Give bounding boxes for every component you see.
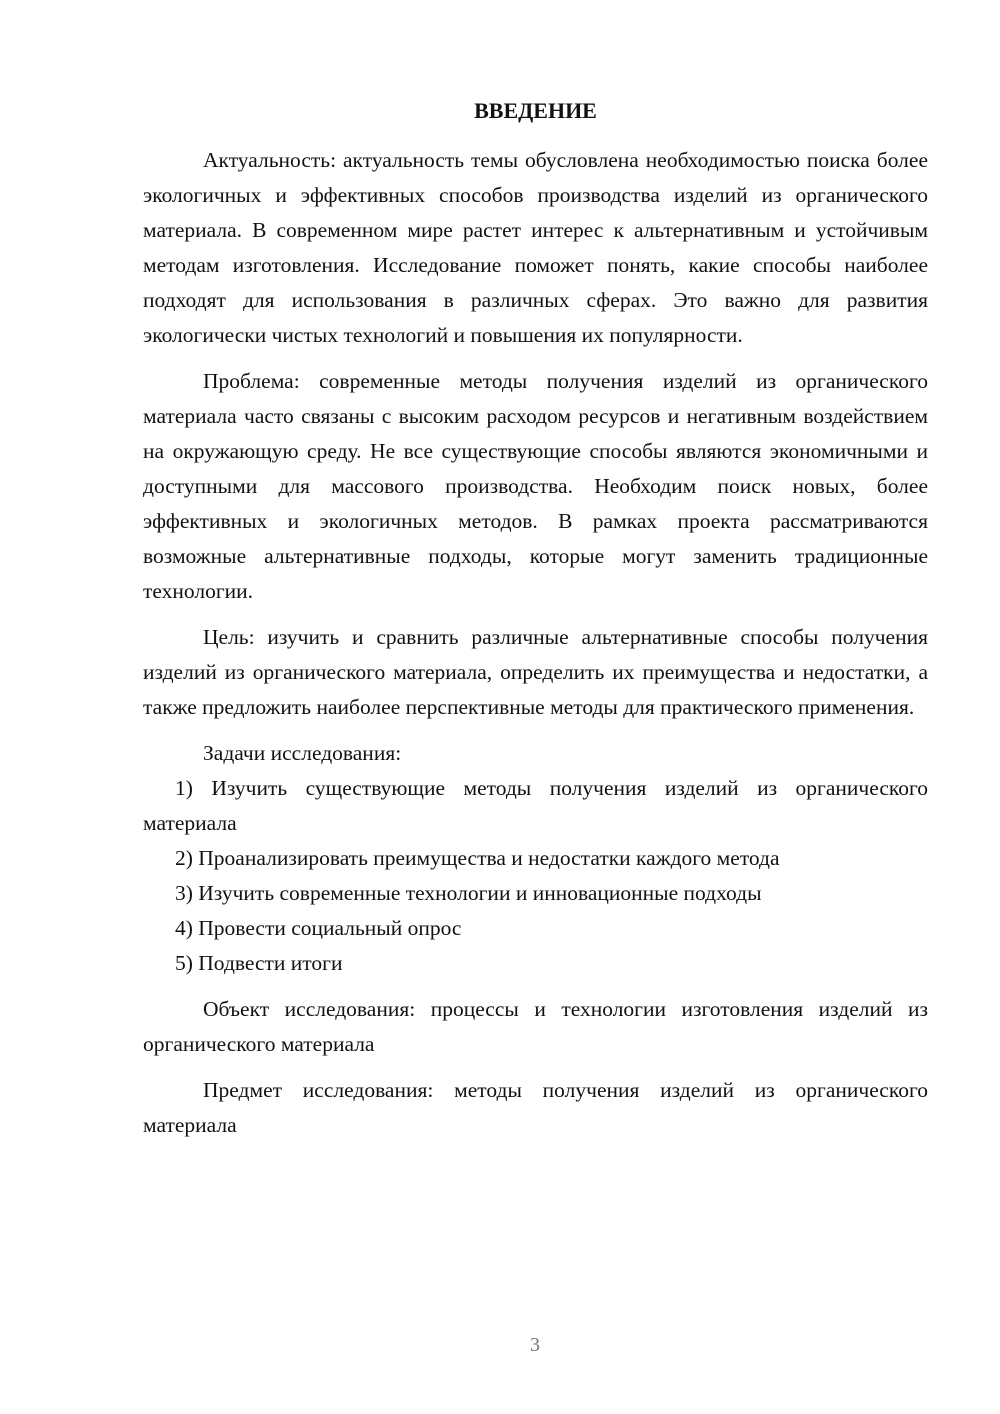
paragraph-subject: Предмет исследования: методы получения изделий из органического материала [143,1078,928,1137]
task-item-4: 4) Провести социальный опрос [175,916,462,940]
task-item-1: 1) Изучить существующие методы получения изделий из органического материала [143,776,928,835]
document-body [143,143,928,1143]
paragraph-goal: Цель: изучить и сравнить различные альтернативные способы получения изделий из органического материала, определить их преимущества и недостатки, а также предложить наиболее перспективные методы для практического применения. [143,625,928,719]
task-item-2: 2) Проанализировать преимущества и недостатки каждого метода [175,846,780,870]
page-number: 3 [530,1334,540,1356]
page-title: ВВЕДЕНИЕ [474,98,597,123]
paragraph-relevance: Актуальность: актуальность темы обусловлена необходимостью поиска более экологичных и эффективных способов производства изделий из органического материала. В современном мире растет интерес к альтернативным и устойчивым методам изготовления. Исследование поможет понять, какие способы наиболее подходят для использования в различных сферах. Это важно для развития экологически чистых технологий и повышения их популярности. [143,148,928,347]
tasks-heading: Задачи исследования: [203,741,402,765]
task-item-3: 3) Изучить современные технологии и инновационные подходы [175,881,762,905]
paragraph-problem: Проблема: современные методы получения изделий из органического материала часто связаны с высоким расходом ресурсов и негативным воздействием на окружающую среду. Не все существующие способы являются экономичными и доступными для массового производства. Необходим поиск новых, более эффективных и экологичных методов. В рамках проекта рассматриваются возможные альтернативные подходы, которые могут заменить традиционные технологии. [143,369,928,603]
task-item-5: 5) Подвести итоги [175,951,343,975]
paragraph-object: Объект исследования: процессы и технологии изготовления изделий из органического материала [143,997,928,1056]
